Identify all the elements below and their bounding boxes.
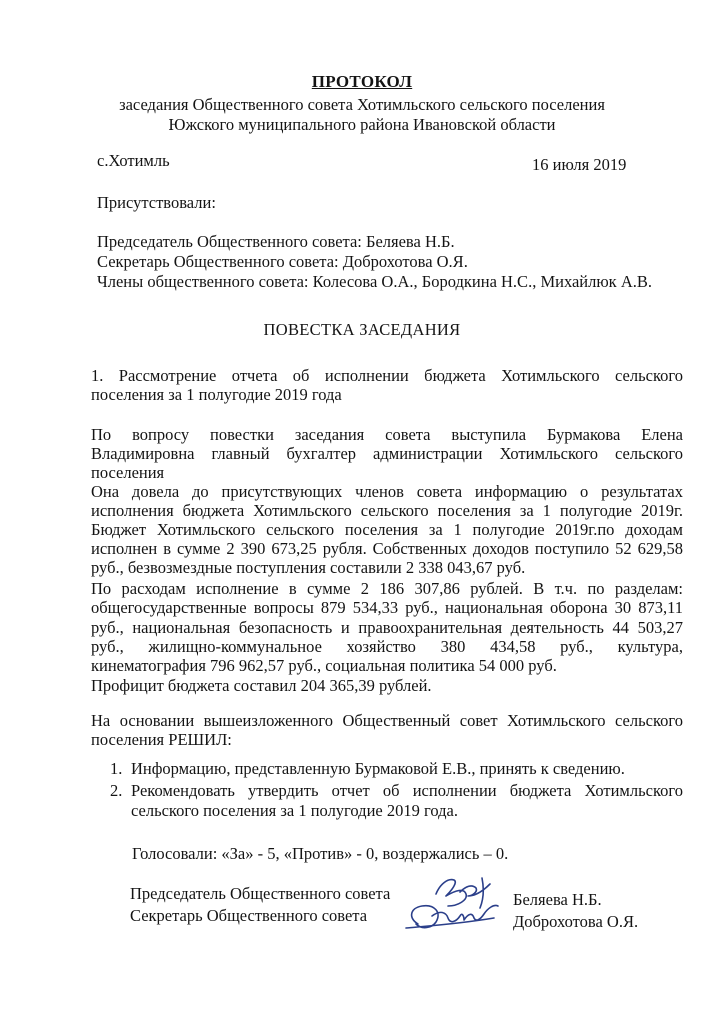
vote-result: Голосовали: «За» - 5, «Против» - 0, воздержались – 0.	[132, 844, 509, 863]
decision-text: Рекомендовать утвердить отчет об исполнении бюджета Хотимльского	[131, 781, 683, 800]
attendee-members: Члены общественного совета: Колесова О.А., Бородкина Н.С., Михайлюк А.В.	[97, 272, 652, 291]
decision-text: Информацию, представленную Бурмаковой Е.В., принять к сведению.	[131, 759, 625, 778]
decision-text: сельского поселения за 1 полугодие 2019 года.	[131, 801, 458, 820]
report-line: руб., безвозмездные поступления составили 2 338 043,67 руб.	[91, 558, 526, 577]
decision-number: 2.	[110, 781, 123, 800]
decision-number: 1.	[110, 759, 123, 778]
report-line: исполнен в сумме 2 390 673,25 рубля. Собственных доходов поступило 52 629,58	[91, 539, 683, 558]
agenda-item-line-1: 1. Рассмотрение отчета об исполнении бюджета Хотимльского сельского	[91, 366, 683, 385]
handwritten-signatures	[398, 866, 508, 946]
meeting-date: 16 июля 2019	[532, 155, 627, 174]
document-title: ПРОТОКОЛ	[311, 72, 413, 91]
report-line: Владимировна главный бухгалтер администрации Хотимльского сельского	[91, 444, 683, 463]
chairman-name: Беляева Н.Б.	[513, 890, 602, 909]
report-line: По расходам исполнение в сумме 2 186 307,86 рублей. В т.ч. по разделам:	[91, 579, 683, 598]
attendee-chairman: Председатель Общественного совета: Беляева Н.Б.	[97, 232, 455, 251]
report-line: исполнения бюджета Хотимльского сельского поселения за 1 полугодие 2019г.	[91, 501, 683, 520]
secretary-name: Доброхотова О.Я.	[513, 912, 639, 931]
decision-intro-line-2: поселения РЕШИЛ:	[91, 730, 232, 749]
report-line: По вопросу повестки заседания совета выступила Бурмакова Елена	[91, 425, 683, 444]
agenda-heading: ПОВЕСТКА ЗАСЕДАНИЯ	[263, 320, 461, 339]
present-label: Присутствовали:	[97, 193, 216, 212]
report-line: поселения	[91, 463, 165, 482]
report-line: руб., жилищно-коммунальное хозяйство 380 434,58 руб., культура,	[91, 637, 683, 656]
document-subtitle-line-1: заседания Общественного совета Хотимльского сельского поселения	[119, 95, 605, 114]
document-subtitle-line-2: Южского муниципального района Ивановской области	[168, 115, 556, 134]
report-line: Она довела до присутствующих членов совета информацию о результатах	[91, 482, 683, 501]
chairman-role: Председатель Общественного совета	[130, 884, 391, 903]
report-line: общегосударственные вопросы 879 534,33 руб., национальная оборона 30 873,11	[91, 598, 683, 617]
report-line: Бюджет Хотимльского сельского поселения за 1 полугодие 2019г.по доходам	[91, 520, 683, 539]
agenda-item-line-2: поселения за 1 полугодие 2019 года	[91, 385, 342, 404]
report-line: руб., национальная безопасность и правоохранительная деятельность 44 503,27	[91, 618, 683, 637]
secretary-role: Секретарь Общественного совета	[130, 906, 368, 925]
decision-intro-line-1: На основании вышеизложенного Общественный совет Хотимльского сельского	[91, 711, 683, 730]
report-line: кинематография 796 962,57 руб., социальная политика 54 000 руб.	[91, 656, 557, 675]
meeting-place: с.Хотимль	[97, 151, 170, 170]
report-line: Профицит бюджета составил 204 365,39 рублей.	[91, 676, 432, 695]
attendee-secretary: Секретарь Общественного совета: Доброхотова О.Я.	[97, 252, 468, 271]
